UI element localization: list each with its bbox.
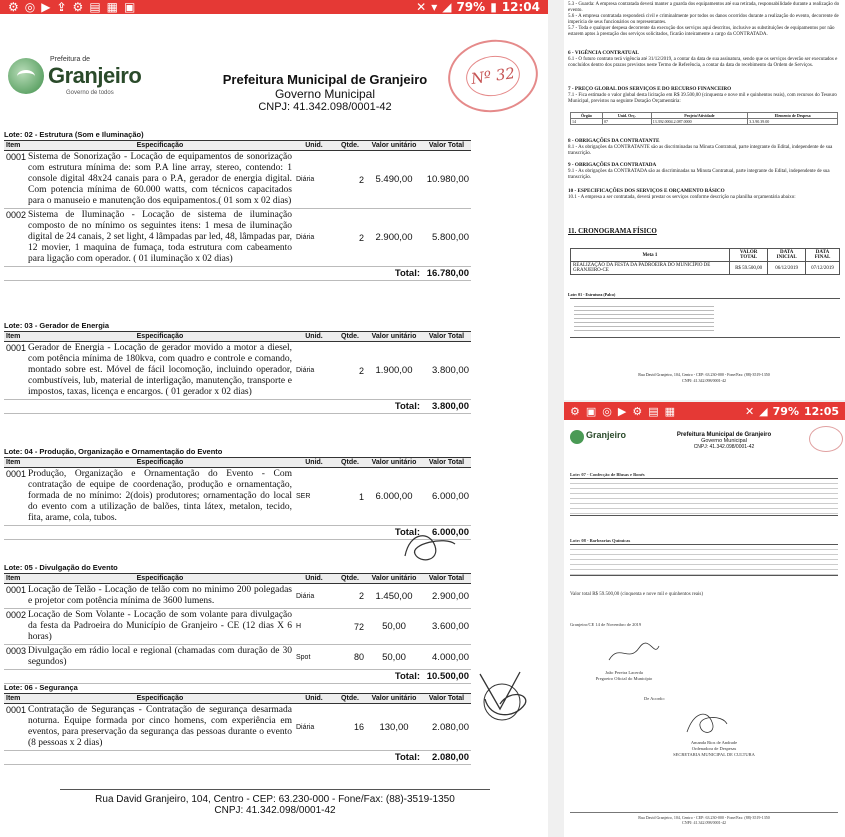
item-qty: 80 — [334, 645, 366, 670]
message-icon: ▤ — [648, 404, 659, 418]
total-row — [4, 400, 471, 414]
schedule-header: Meta 1 — [571, 249, 730, 262]
section-8-heading: 8 - OBRIGAÇÕES DA CONTRATANTE — [568, 138, 660, 144]
gallery-icon: ▣ — [585, 404, 597, 418]
item-qty: 2 — [334, 151, 366, 209]
footer-address: Rua David Granjeiro, 104, Centro - CEP: 63.230-000 - Fone/Fax: (88)-3519-1350 — [95, 794, 455, 805]
lot-total: 6.000,00 — [422, 526, 471, 540]
col-header-qty: Qtde. — [334, 574, 366, 584]
col-header-total: Valor Total — [422, 458, 471, 468]
item-total: 4.000,00 — [422, 645, 471, 670]
item-unit: Diária — [294, 151, 334, 209]
total-label: Total: — [366, 400, 422, 414]
item-total: 2.080,00 — [422, 704, 471, 751]
col-header-item: Item — [4, 141, 26, 151]
items-table — [4, 573, 471, 684]
total-label: Total: — [366, 267, 422, 281]
logo-subtitle: Governo de todos — [66, 90, 114, 96]
lot-total: 3.800,00 — [422, 400, 471, 414]
table-header-row — [4, 332, 471, 342]
col-header-unit: Unid. — [294, 574, 334, 584]
lot-table — [4, 563, 471, 684]
battery-level: 79% — [456, 0, 486, 14]
col-header-total: Valor Total — [422, 141, 471, 151]
item-unit-value: 1.450,00 — [366, 584, 422, 609]
document-page-terms — [564, 0, 845, 400]
col-header-spec: Especificação — [26, 332, 294, 342]
clause-7-1: 7.1 - Fica estimado o valor global desta licitação em R$ 39.500,00 (cinquenta e nove mil e quinhentos reais), com recursos do Tesouro Municipal, previstos na seguinte Dotação Orçamentária: — [568, 93, 837, 104]
col-header-item: Item — [4, 574, 26, 584]
section-11-heading: 11. CRONOGRAMA FÍSICO — [568, 227, 657, 235]
lot-table — [4, 130, 471, 281]
message-icon: ▤ — [89, 0, 101, 14]
col-header-spec: Especificação — [26, 458, 294, 468]
total-label: Total: — [366, 526, 422, 540]
lot-total: 10.500,00 — [422, 670, 471, 684]
page3-footer: Rua David Granjeiro, 104, Centro - CEP: 63.230-000 - Fone/Fax: (88)-3519-1350 — [570, 812, 838, 821]
document-header — [0, 14, 548, 129]
schedule-table — [570, 248, 840, 275]
youtube-icon: ▶ — [617, 404, 627, 418]
item-spec: Sistema de Iluminação - Locação de sistema de iluminação composto de no mínimo os seguintes itens: 1 mesa de iluminação digital de 24 canais, 2 set light, 4 lâmpadas par led, 48, lâmpadas par, 12 movier, 1 maquina de fumaça, toda estrutura com cabeamento para ligação com operador. ( 01 iluminação x 02 dias) — [26, 209, 294, 267]
page-cnpj: CNPJ: 41.342.098/0001-42 — [258, 101, 392, 113]
schedule-cell: 07/12/2019 — [806, 262, 840, 275]
schedule-header: VALOR TOTAL — [729, 249, 767, 262]
page2-footer: Rua David Granjeiro, 104, Centro - CEP: 63.230-000 - Fone/Fax: (88)-3519-1350 — [638, 372, 770, 377]
section-7-heading: 7 - PREÇO GLOBAL DOS SERVIÇOS E DO RECURSO FINANCEIRO — [568, 86, 732, 92]
table-row — [4, 704, 471, 751]
item-qty: 2 — [334, 342, 366, 400]
schedule-cell: R$ 59.500,00 — [729, 262, 767, 275]
signature-1 — [604, 638, 664, 668]
col-header-unit-value: Valor unitário — [366, 332, 422, 342]
item-code: 0001 — [4, 151, 26, 209]
item-spec: Divulgação em rádio local e regional (chamadas com duração de 30 segundos) — [26, 645, 294, 670]
logo-emblem-icon — [8, 58, 44, 94]
item-unit: H — [294, 609, 334, 645]
mute-icon: ✕ — [744, 404, 755, 418]
page-title: Prefeitura Municipal de Granjeiro — [222, 72, 428, 87]
item-unit-value: 5.490,00 — [366, 151, 422, 209]
lot-title: Lote: 02 - Estrutura (Som e Iluminação) — [4, 130, 144, 139]
document-page-main — [0, 14, 548, 837]
item-qty: 2 — [334, 584, 366, 609]
col-header-unit: Unid. — [294, 458, 334, 468]
lot-title: Lote: 03 - Gerador de Energia — [4, 321, 110, 330]
clause-5-6: 5.6 - A empresa contratada responderá civil e criminalmente por todos os danos ocorridos durante a realização do evento, decorrente de imperícia de seus funcionários ou representantes. — [568, 14, 839, 25]
handwritten-signature — [470, 664, 540, 724]
table-row — [4, 209, 471, 267]
battery-icon: ▮ — [490, 0, 497, 14]
lot7-title: Lote: 07 - Confecção de Blusas e Bonés — [570, 472, 645, 477]
lot8-table — [570, 544, 838, 576]
settings-icon: ⚙ — [632, 404, 643, 418]
item-spec: Gerador de Energia - Locação de gerador movido a motor a diesel, com potência mínima de 180kva, com quadro e controle e comando, montado sobre est. Móvel de fácil locomoção, incluindo operador, combustíveis, lub, material de interligação, manutenção, transporte e impostos, taxas, licença e encargos. ( 01 gerador x 02 dias) — [26, 342, 294, 400]
item-qty: 72 — [334, 609, 366, 645]
item-unit: Spot — [294, 645, 334, 670]
items-table — [4, 140, 471, 281]
col-header-unit-value: Valor unitário — [366, 141, 422, 151]
signer-1-name: João Pereira Lacerda — [605, 670, 643, 675]
logo-name: Granjeiro — [48, 63, 142, 88]
item-code: 0002 — [4, 209, 26, 267]
clause-10-1: 10.1 - A empresa a ser contratada, deverá prestar os serviços conforme descrição na planilha orçamentária abaixo: — [568, 195, 796, 200]
lot8-title: Lote: 08 - Barbearias Químicas — [570, 538, 631, 543]
handwritten-initials — [400, 526, 460, 566]
col-header-unit-value: Valor unitário — [366, 574, 422, 584]
table-header-row — [4, 458, 471, 468]
whatsapp-icon: ◎ — [602, 404, 612, 418]
footer-cnpj: CNPJ: 41.342.098/0001-42 — [214, 805, 336, 816]
stamp-number: Nº 32 — [463, 52, 522, 99]
lot-total: 2.080,00 — [422, 751, 471, 765]
item-unit-value: 50,00 — [366, 645, 422, 670]
table-row — [4, 151, 471, 209]
item-code: 0001 — [4, 468, 26, 526]
total-row — [4, 751, 471, 765]
lot-title: Lote: 06 - Segurança — [4, 683, 78, 692]
total-row — [4, 267, 471, 281]
document-footer — [60, 789, 490, 816]
col-header-item: Item — [4, 332, 26, 342]
page-number-stamp — [443, 34, 542, 118]
col-header-total: Valor Total — [422, 694, 471, 704]
clock: 12:04 — [501, 0, 540, 14]
page3-title: Prefeitura Municipal de Granjeiro — [676, 432, 772, 438]
clause-5-3: 5.3 - Guarda: A empresa contratada deverá manter a guarda dos equipamentos até sua retirada, responsabilidade durante a realização do evento. — [568, 2, 840, 13]
item-spec: Produção, Organização e Ornamentação do Evento - Com contratação de equipe de coordenação, produção e ornamentação, formada de no mínimo: 2(dois) produtores; ornamentação do local do evento com a utilização de balões, tinta látex, metalon, tecido, fita, arame, cola, tubos. — [26, 468, 294, 526]
lot-table — [4, 321, 471, 414]
col-header-unit: Unid. — [294, 694, 334, 704]
item-unit-value: 2.900,00 — [366, 209, 422, 267]
upload-icon: ⇪ — [56, 0, 67, 14]
clock: 12:05 — [803, 404, 839, 418]
lot-title: Lote: 04 - Produção, Organização e Ornamentação do Evento — [4, 447, 223, 456]
col-header-spec: Especificação — [26, 141, 294, 151]
col-header-unit-value: Valor unitário — [366, 458, 422, 468]
budget-allocation-table: Órgão Unid. Orç. Projeto/Atividade Elemento de Despesa 14 07 13.392.0004.2.087.0000 3.3.90.39.00 — [570, 112, 838, 125]
total-label: Total: — [366, 751, 422, 765]
col-header-total: Valor Total — [422, 574, 471, 584]
schedule-cell: 06/12/2019 — [768, 262, 806, 275]
col-header-spec: Especificação — [26, 574, 294, 584]
item-unit: Diária — [294, 704, 334, 751]
lot-title: Lote: 05 - Divulgação do Evento — [4, 563, 118, 572]
status-bar — [0, 0, 548, 14]
section-9-heading: 9 - OBRIGAÇÕES DA CONTRATADA — [568, 162, 657, 168]
col-header-qty: Qtde. — [334, 141, 366, 151]
item-unit-value: 130,00 — [366, 704, 422, 751]
col-header-qty: Qtde. — [334, 458, 366, 468]
item-code: 0001 — [4, 704, 26, 751]
item-unit-value: 50,00 — [366, 609, 422, 645]
table-row — [4, 468, 471, 526]
settings-icon: ⚙ — [72, 0, 84, 14]
date-line: Granjeiro/CE 14 de Novembro de 2019 — [570, 622, 642, 627]
item-unit-value: 6.000,00 — [366, 468, 422, 526]
granjeiro-logo-small — [570, 428, 627, 448]
granjeiro-logo — [8, 54, 142, 104]
item-qty: 2 — [334, 209, 366, 267]
items-table — [4, 331, 471, 414]
signer-2-dept: SECRETARIA MUNICIPAL DE CULTURA — [673, 752, 755, 757]
page2-footer-cnpj: CNPJ: 41.342.098/0001-42 — [682, 378, 726, 383]
item-unit: Diária — [294, 342, 334, 400]
header-title-block — [200, 72, 450, 113]
mute-icon: ✕ — [416, 0, 427, 14]
notification-icons — [570, 405, 675, 418]
item-unit: Diária — [294, 584, 334, 609]
col-header-total: Valor Total — [422, 332, 471, 342]
items-table — [4, 693, 471, 765]
total-label: Total: — [366, 670, 422, 684]
wifi-icon: ▾ — [431, 0, 438, 14]
table-row — [4, 584, 471, 609]
signal-icon: ◢ — [759, 404, 768, 418]
item-total: 5.800,00 — [422, 209, 471, 267]
item-qty: 1 — [334, 468, 366, 526]
page3-cnpj: CNPJ: 41.342.098/0001-42 — [693, 444, 755, 450]
image-icon: ▦ — [664, 404, 676, 418]
mini-lot-table — [570, 298, 840, 338]
gallery-icon: ▦ — [106, 0, 118, 14]
status-bar — [564, 402, 845, 420]
item-spec: Contratação de Seguranças - Contratação de segurança desarmada noturna. Equipe formada por cinco homens, com experiência em eventos, para preservação da segurança das pessoas durante o evento (8 pessoas x 2 dias) — [26, 704, 294, 751]
item-code: 0001 — [4, 342, 26, 400]
col-header-unit: Unid. — [294, 332, 334, 342]
table-row — [4, 609, 471, 645]
table-header-row — [4, 574, 471, 584]
notification-icons — [8, 0, 135, 14]
lot-total: 16.780,00 — [422, 267, 471, 281]
lot-table — [4, 683, 471, 765]
mini-lot-text-lines — [574, 303, 714, 333]
youtube-icon: ▶ — [41, 0, 51, 14]
page3-footer-cnpj: CNPJ: 41.342.098/0001-42 — [682, 820, 726, 825]
item-unit: Diária — [294, 209, 334, 267]
page3-stamp — [809, 426, 843, 452]
col-header-item: Item — [4, 458, 26, 468]
table-row — [4, 645, 471, 670]
item-total: 2.900,00 — [422, 584, 471, 609]
schedule-header: DATA FINAL — [806, 249, 840, 262]
item-unit: SER — [294, 468, 334, 526]
col-header-unit: Unid. — [294, 141, 334, 151]
mini-lot-title: Lote: 01 - Estrutura (Palco) — [568, 292, 616, 297]
signer-2-name: Amanda Rios de Andrade — [690, 740, 738, 745]
logo-prefix: Prefeitura de — [50, 56, 91, 63]
item-spec: Sistema de Sonorização - Locação de equipamentos de sonorização com estrutura mínima de: som P.A line array, stereo, contendo: 1 console digital 48x24 canais para o P.A, gerador de energia digital. Com potencia mínima de 60.000 watts, com técnicos capacitados para o manuseio e manutenção dos equipamentos.( 01 som x 02 dias) — [26, 151, 294, 209]
col-header-spec: Especificação — [26, 694, 294, 704]
item-code: 0003 — [4, 645, 26, 670]
signer-2-role: Ordenadora de Despesas — [691, 746, 737, 751]
item-total: 6.000,00 — [422, 468, 471, 526]
schedule-cell: REALIZAÇÃO DA FESTA DA PADROEIRA DO MUNICÍPIO DE GRANJEIRO-CE — [571, 262, 730, 275]
battery-level: 79% — [772, 404, 799, 418]
signature-2 — [682, 704, 732, 740]
col-header-qty: Qtde. — [334, 332, 366, 342]
whatsapp-icon: ◎ — [24, 0, 36, 14]
clause-5-7: 5.7 - Toda e qualquer despesa decorrente da execução dos serviços aqui descritos, inclusive as substituições de equipamentos por não estarem aptos à prestação dos serviços solicitados, ficarão inteiramente a cargo da CONTRATADA. — [568, 26, 835, 37]
clause-9-1: 9.1 - As obrigações da CONTRATADA são as discriminadas na Minuta Contratual, parte integrante do Edital, independente de sua transcrição. — [568, 169, 830, 180]
section-10-heading: 10 - ESPECIFICAÇÕES DOS SERVIÇOS E ORÇAMENTO BÁSICO — [568, 188, 725, 194]
logo-emblem-icon — [570, 430, 584, 444]
col-header-unit-value: Valor unitário — [366, 694, 422, 704]
image-icon: ▣ — [124, 0, 136, 14]
clause-6-1: 6.1 - O futuro contrato terá vigência até 31/12/2019, a contar da data de sua assinatura, sendo que os serviços deverão ser executados e concluídos dentro dos prazos previstos neste Termo de Referência, a contar da data do recebimento da Ordem de Serviços. — [568, 57, 838, 68]
signer-1-role: Pregoeiro Oficial do Município — [595, 676, 653, 681]
item-code: 0002 — [4, 609, 26, 645]
page3-subtitle: Governo Municipal — [701, 438, 747, 444]
page-subtitle: Governo Municipal — [274, 87, 376, 101]
clause-8-1: 8.1 - As obrigações da CONTRATANTE são as discriminadas na Minuta Contratual, parte integrante do Edital, independente de sua transcrição. — [568, 145, 833, 156]
table-row — [4, 342, 471, 400]
settings-icon: ⚙ — [570, 404, 580, 418]
item-qty: 16 — [334, 704, 366, 751]
lot7-table — [570, 478, 838, 516]
valor-total: Valor total R$ 59.500,00 (cinquenta e nove mil e quinhentos reais) — [570, 592, 704, 597]
table-header-row — [4, 141, 471, 151]
item-total: 3.600,00 — [422, 609, 471, 645]
total-row — [4, 670, 471, 684]
settings-icon: ⚙ — [8, 0, 19, 14]
item-total: 10.980,00 — [422, 151, 471, 209]
item-spec: Locação de Som Volante - Locação de som volante para divulgação da festa da Padroeira do Município de Granjeiro - CE (12 dias X 6 horas) — [26, 609, 294, 645]
item-total: 3.800,00 — [422, 342, 471, 400]
document-page-signatures — [564, 420, 845, 837]
de-acordo: De Acordo: — [644, 696, 665, 701]
col-header-qty: Qtde. — [334, 694, 366, 704]
item-unit-value: 1.900,00 — [366, 342, 422, 400]
table-header-row — [4, 694, 471, 704]
schedule-header: DATA INICIAL — [768, 249, 806, 262]
logo-name: Granjeiro — [586, 430, 627, 440]
col-header-item: Item — [4, 694, 26, 704]
item-code: 0001 — [4, 584, 26, 609]
signal-icon: ◢ — [442, 0, 452, 14]
item-spec: Locação de Telão - Locação de telão com no minimo 200 polegadas e projetor com potência mínima de 3600 lumens. — [26, 584, 294, 609]
section-6-heading: 6 - VIGÊNCIA CONTRATUAL — [568, 50, 639, 56]
